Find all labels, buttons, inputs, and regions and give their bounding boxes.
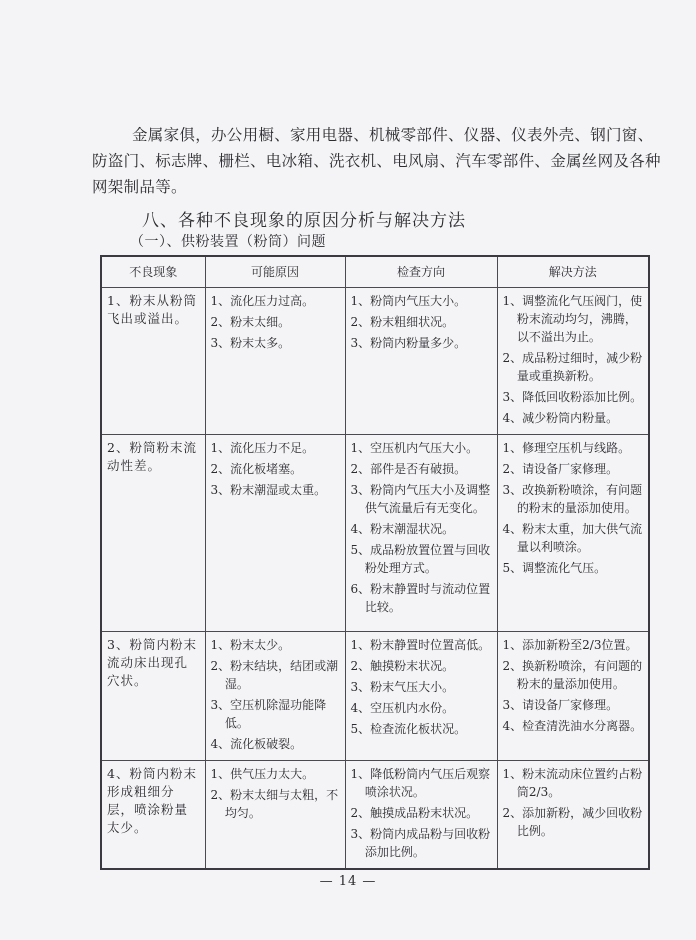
problem-cell: 3、粉筒内粉末流动床出现孔穴状。 [101, 632, 205, 761]
checks-cell [345, 632, 497, 761]
checks-cell [345, 288, 497, 435]
checks-item: 3、粉末气压大小。 [350, 680, 455, 694]
causes-cell [205, 288, 345, 435]
solutions-item: 2、换新粉喷涂，有问题的粉末的量添加使用。 [502, 659, 643, 691]
problem-cell: 1、粉末从粉筒飞出或溢出。 [101, 288, 205, 435]
header-problem: 不良现象 [101, 256, 205, 288]
checks-item: 2、粉末粗细状况。 [350, 315, 455, 329]
checks-item: 4、粉末潮湿状况。 [350, 522, 455, 536]
checks-item: 2、部件是否有破损。 [350, 462, 467, 476]
checks-item: 5、检查流化板状况。 [350, 722, 467, 736]
solutions-item: 3、请设备厂家修理。 [502, 698, 619, 712]
page-number: — 14 — [319, 874, 377, 889]
solutions-item: 1、调整流化气压阀门，使粉末流动均匀，沸腾，以不溢出为止。 [502, 294, 643, 344]
causes-item: 2、粉末太细。 [210, 315, 291, 329]
header-solutions: 解决方法 [497, 256, 649, 288]
causes-item: 1、供气压力太大。 [210, 767, 315, 781]
checks-item: 1、降低粉筒内气压后观察喷涂状况。 [350, 767, 491, 799]
solutions-cell [497, 632, 649, 761]
checks-item: 5、成品粉放置位置与回收粉处理方式。 [350, 543, 491, 575]
solutions-item: 3、降低回收粉添加比例。 [502, 390, 643, 404]
table-header-row [101, 256, 649, 288]
solutions-item: 1、粉末流动床位置约占粉筒2/3。 [502, 767, 643, 799]
causes-cell [205, 761, 345, 870]
checks-cell [345, 761, 497, 870]
causes-item: 3、粉末潮湿或太重。 [210, 483, 327, 497]
header-causes: 可能原因 [205, 256, 345, 288]
solutions-item: 1、添加新粉至2/3位置。 [502, 638, 638, 652]
causes-item: 3、空压机除湿功能降低。 [210, 698, 327, 730]
causes-item: 2、粉末太细与太粗，不均匀。 [210, 788, 339, 820]
solutions-cell [497, 435, 649, 632]
solutions-item: 4、减少粉筒内粉量。 [502, 411, 619, 425]
problem-cell: 4、粉筒内粉末形成粗细分层，喷涂粉量太少。 [101, 761, 205, 870]
subsection-title: （一）、供粉装置（粉筒）问题 [130, 234, 326, 250]
causes-item: 1、流化压力过高。 [210, 294, 315, 308]
causes-item: 1、流化压力不足。 [210, 441, 315, 455]
intro-paragraph: 金属家俱，办公用橱、家用电器、机械零部件、仪器、仪表外壳、钢门窗、防盗门、标志牌、栅栏、电冰箱、洗衣机、电风扇、汽车零部件、金属丝网及各种网架制品等。 [92, 126, 661, 196]
solutions-item: 5、调整流化气压。 [502, 561, 607, 575]
causes-cell [205, 632, 345, 761]
solutions-cell [497, 761, 649, 870]
checks-item: 3、粉筒内粉量多少。 [350, 336, 467, 350]
checks-item: 3、粉筒内成品粉与回收粉添加比例。 [350, 827, 491, 859]
solutions-item: 2、请设备厂家修理。 [502, 462, 619, 476]
checks-item: 2、触摸成品粉末状况。 [350, 806, 479, 820]
causes-item: 1、粉末太少。 [210, 638, 291, 652]
checks-item: 3、粉筒内气压大小及调整供气流量后有无变化。 [350, 483, 491, 515]
solutions-item: 4、粉末太重，加大供气流量以利喷涂。 [502, 522, 643, 554]
table-row [101, 435, 649, 632]
checks-item: 1、粉末静置时位置高低。 [350, 638, 491, 652]
solutions-item: 3、改换新粉喷涂，有问题的粉末的量添加使用。 [502, 483, 643, 515]
header-checks: 检查方向 [345, 256, 497, 288]
checks-item: 2、触摸粉末状况。 [350, 659, 455, 673]
checks-cell [345, 435, 497, 632]
table-row [101, 632, 649, 761]
solutions-item: 4、检查清洗油水分离器。 [502, 719, 643, 733]
checks-item: 6、粉末静置时与流动位置比较。 [350, 582, 491, 614]
table-row [101, 288, 649, 435]
checks-item: 4、空压机内水份。 [350, 701, 455, 715]
causes-item: 2、流化板堵塞。 [210, 462, 303, 476]
solutions-cell [497, 288, 649, 435]
problem-cell: 2、粉筒粉末流动性差。 [101, 435, 205, 632]
causes-item: 4、流化板破裂。 [210, 737, 303, 751]
checks-item: 1、空压机内气压大小。 [350, 441, 479, 455]
table-row [101, 761, 649, 870]
solutions-item: 2、添加新粉，减少回收粉比例。 [502, 806, 643, 838]
solutions-item: 2、成品粉过细时，减少粉量或重换新粉。 [502, 351, 643, 383]
section-title: 八、各种不良现象的原因分析与解决方法 [142, 211, 466, 231]
causes-cell [205, 435, 345, 632]
troubleshooting-table [100, 255, 650, 870]
checks-item: 1、粉筒内气压大小。 [350, 294, 467, 308]
causes-item: 2、粉末结块，结团或潮湿。 [210, 659, 339, 691]
solutions-item: 1、修理空压机与线路。 [502, 441, 631, 455]
causes-item: 3、粉末太多。 [210, 336, 291, 350]
